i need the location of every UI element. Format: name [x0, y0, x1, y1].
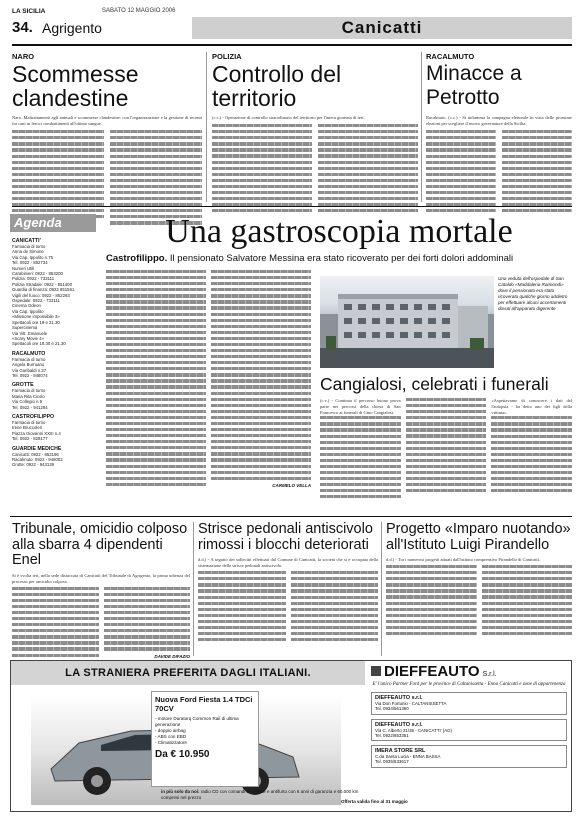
- article-column: [212, 124, 312, 215]
- section-rule: [10, 516, 572, 517]
- article-imparo-nuotando: [386, 522, 572, 656]
- article-strisce: [198, 522, 378, 656]
- agenda-line: Guardia di finanza: 0922 851561: [12, 287, 75, 293]
- agenda-line: Via Garibaldi n.37: [12, 367, 47, 373]
- agenda-line: Via Cap. Ippolito n.75: [12, 254, 54, 260]
- article-headline: Controllo del territorio: [212, 61, 342, 111]
- article-column: [291, 571, 379, 644]
- column-divider: [193, 522, 194, 656]
- masthead-rule: [12, 44, 572, 46]
- masthead: [12, 8, 572, 46]
- article-column: [426, 130, 496, 215]
- dealer-suffix: S.r.l.: [482, 671, 497, 678]
- agenda-line: Farmacia di turno: [12, 388, 46, 394]
- article-column: [318, 124, 418, 215]
- photo-caption: Una veduta dell'ospedale di San Cataldo «Maddalena Raimondi» dove il pensionato era stato ricoverato qualche giorno addietro per effettuare alcuni accertamenti dovuti all'apparato digerente: [498, 276, 568, 311]
- side-tail: «Aspettavamo di conoscere i dati del l'autopsia - ha detto uno dei figli della vittima».: [491, 398, 573, 416]
- agenda-line: Tel. 0922 - 941284: [12, 404, 48, 410]
- article-headline: Progetto «Imparo nuotando» all'Istituto Luigi Pirandello: [386, 521, 571, 553]
- agenda-line: Farmacia di turno: [12, 356, 46, 362]
- byline: CARMELO VELLA: [272, 482, 311, 488]
- agenda-line: Angela Burruano: [12, 362, 45, 368]
- side-lead: (c.v.) - Continua il percorso buono prova parte nei percorsi della chiesa di San Francesco ai funerali di Gino Cangialosi.: [320, 398, 401, 416]
- branch-name: DIEFFEAUTO s.r.l.: [375, 721, 423, 728]
- hospital-photo: [320, 276, 494, 368]
- agenda-line: Piazza Giovanni XXIII n.4: [12, 430, 61, 436]
- dealer-logo-icon: [371, 666, 381, 676]
- agenda-line: Numeri Utili: [12, 265, 35, 271]
- article-kicker: NARO: [12, 52, 35, 61]
- article-polizia: [212, 52, 418, 202]
- article-naro: [12, 52, 202, 202]
- ad-banner-text: LA STRANIERA PREFERITA DAGLI ITALIANI.: [65, 667, 311, 679]
- article-body: [198, 571, 378, 644]
- agenda-line: Farmacia di turno: [12, 419, 46, 425]
- article-body: [386, 565, 572, 638]
- agenda-line: Farmacia di turno: [12, 244, 46, 249]
- ad-feature: - ABS con EBD: [155, 734, 187, 739]
- agenda-line: Carabinieri: 0922 - 853200: [12, 271, 63, 277]
- deck-place: Castrofilippo.: [106, 253, 168, 264]
- article-racalmuto: [426, 52, 572, 202]
- article-headline: Strisce pedonali antiscivolo rimossi i blocchi deteriorati: [198, 521, 373, 553]
- branch-address: Via Don Fortunio - CALTANISSETTA: [375, 701, 447, 706]
- hospital-building-image: [320, 276, 494, 368]
- article-column: [320, 398, 401, 510]
- branch-name: DIEFFEAUTO s.r.l.: [375, 695, 423, 701]
- branch-address: C.da Santa Lucia - ENNA BASSA: [375, 754, 441, 760]
- article-lead: d.d.) - A seguito dei sollecitti effettuati dal Comune di Canicattì, la società che si è occupata della sistemazione delle strisce pedonali antiscivolo.: [198, 557, 378, 569]
- branch-phone: Tel. 0922/853351: [375, 732, 409, 738]
- article-lead: Naro. Maltrattamenti agli animali e scommesse clandestine: con l'organizzazione e la gestione di recenti fra cani in feroci combattimenti all'ultimo sangue.: [12, 115, 202, 127]
- dealer-name: DIEFFEAUTO: [384, 663, 480, 680]
- agenda-town: CANICATTI': [12, 238, 41, 244]
- article-tribunale: [12, 521, 190, 659]
- agenda-line: Supercinema: [12, 325, 38, 331]
- article-column: [106, 270, 206, 510]
- column-divider: [421, 52, 422, 202]
- article-kicker: RACALMUTO: [426, 52, 475, 61]
- article-body: [212, 124, 418, 215]
- main-headline: Una gastroscopia mortale: [165, 213, 513, 250]
- agenda-town: GUARDIE MEDICHE: [12, 445, 62, 452]
- page-number: 34.: [12, 19, 33, 36]
- issue-date: SABATO 12 MAGGIO 2006: [102, 8, 176, 14]
- side-headline: Cangialosi, celebrati i funerali: [320, 374, 549, 394]
- agenda-line: Via Vitt. Emanuele: [12, 330, 48, 336]
- agenda-line: Canicatti: 0922 - 853196: [12, 451, 59, 457]
- article-column: [198, 571, 286, 644]
- article-lead: Racalmuto. (c.c.) - Si infiamma la campagna elettorale in vista delle prossime elezioni per scegliere il nuovo governatore della Sicilia.: [426, 115, 572, 127]
- dealer-branch: [371, 692, 567, 715]
- ad-model-title: Nuova Ford Fiesta 1.4 TDCi 70CV: [155, 695, 253, 713]
- main-deck: [106, 253, 572, 264]
- column-divider: [381, 522, 382, 656]
- ad-feature-list: [155, 716, 255, 746]
- agenda-line: Ospedale: 0922 - 733111: [12, 298, 60, 304]
- article-lead: (c.c.) - Operazione di controllo straordinario del territorio per l'intera giornata di ieri.: [212, 115, 365, 120]
- agenda-title: Agenda: [10, 214, 96, 232]
- ad-feature: - doppio airbag: [155, 728, 186, 733]
- side-story-body: [320, 398, 572, 510]
- ford-advertisement[interactable]: [10, 660, 572, 812]
- column-divider: [206, 52, 207, 202]
- ad-banner: [11, 661, 365, 685]
- main-story-body: [106, 270, 311, 510]
- article-column: [502, 130, 572, 215]
- agenda-town: GROTTE: [12, 382, 34, 389]
- agenda-line: «Missione impossibile 3»: [12, 314, 60, 320]
- ad-feature: - Climatizzatore: [155, 740, 187, 745]
- branch-phone: Tel. 0935/533617: [375, 759, 409, 765]
- branch-phone: Tel. 0934/561360: [375, 706, 409, 712]
- agenda-line: Spettacoli ore 19.30 e 21.30: [12, 341, 66, 347]
- article-body: [12, 587, 190, 660]
- agenda-line: Cinema Odeon: [12, 303, 41, 309]
- agenda-line: Racalmuto: 0922 - 948002: [12, 457, 63, 462]
- agenda-line: Tel. 0922 - 948074: [12, 372, 48, 378]
- article-column: [491, 398, 572, 510]
- article-column: [12, 587, 99, 660]
- agenda-line: Tel. 0922 - 852734: [12, 260, 48, 266]
- agenda-line: Via Collegio n.9: [12, 399, 43, 405]
- dealer-branches: [371, 692, 567, 768]
- ad-validity: Offerta valida fino al 31 maggio: [341, 799, 408, 804]
- agenda-line: Vigili del fuoco: 0922 - 852293: [12, 292, 70, 298]
- article-headline: Minacce a Petrotto: [426, 62, 522, 109]
- agenda-line: Tel. 0922 - 829177: [12, 436, 48, 442]
- article-column: [104, 587, 191, 660]
- article-headline: Tribunale, omicidio colposo alla sbarra 4 dipendenti Enel: [12, 521, 188, 568]
- dealer-branch: [371, 719, 567, 742]
- agenda-line: Via Cap. Ippolito: [12, 308, 44, 314]
- agenda-line: Anna de Simone: [12, 249, 44, 255]
- section-title: Canicatti: [341, 18, 423, 37]
- deck-text: Il pensionato Salvatore Messina era stato ricoverato per dei forti dolori addominali: [169, 253, 514, 264]
- agenda-line: Polizia Stradale: 0922 - 851400: [12, 281, 72, 287]
- dealer-panel: [371, 663, 567, 807]
- dealer-tagline: E' l'unico Partner Ford per le province di Caltanissetta - Enna Canicattì e zone di appartenenza: [372, 682, 566, 687]
- dealer-logo: [371, 663, 567, 680]
- paper-name: LA SICILIA: [12, 8, 46, 15]
- article-column: [12, 130, 104, 227]
- agenda-line: Polizia: 0922 - 733111: [12, 276, 55, 282]
- ad-price: Da € 10.950: [155, 749, 210, 760]
- section-rule: [12, 206, 572, 207]
- article-headline: Scommesse clandestine: [12, 61, 139, 111]
- article-body: [426, 130, 572, 215]
- byline: DAVIDE DIFAZIO: [154, 653, 190, 659]
- article-kicker: POLIZIA: [212, 52, 242, 61]
- agenda-line: Maria Rita Cicolo: [12, 393, 45, 399]
- agenda-line: «Scary Movie 4»: [12, 335, 45, 341]
- agenda-town: RACALMUTO: [12, 350, 46, 357]
- page-town: Agrigento: [42, 20, 102, 36]
- ad-note-detail: radio CD con comandi al volante e antifurto con 6 anni di garanzia e 60.000 km compresi nel prezzo: [161, 789, 359, 800]
- ad-feature: - motore Duratorq Common Rail di ultima generazione: [155, 716, 239, 727]
- ad-note-label: in più solo da noi:: [161, 789, 200, 794]
- agenda-list: [12, 234, 96, 468]
- agenda-town: CASTROFILIPPO: [12, 413, 55, 420]
- ad-offer-box: [151, 691, 259, 787]
- article-column: [482, 565, 573, 638]
- agenda-line: Irene Bruccoleri: [12, 425, 43, 431]
- branch-name: IMERA STORE SRL: [375, 748, 426, 755]
- article-lead: d.d.) - Tra i numerosi progetti attuati dall'istituto comprensivo Pirandello di Canicattì.: [386, 557, 541, 562]
- agenda-line: Grotte: 0922 - 943139: [12, 462, 55, 468]
- agenda-sidebar: [10, 214, 96, 510]
- article-lead: Si è svolta ieri, nella sede distaccata di Canicattì del Tribunale di Agrigento, la prima udienza del processo per omicidio colposo.: [12, 572, 190, 584]
- article-column: [386, 565, 477, 638]
- dealer-branch: [371, 745, 567, 768]
- branch-address: Via C. Alberto 21/39 - CANICATTI' (AG): [375, 727, 453, 733]
- article-column: [211, 270, 311, 510]
- ad-note: [161, 789, 361, 800]
- article-column: [406, 398, 487, 510]
- agenda-line: Spettacoli ore 19 e 21.30: [12, 319, 60, 325]
- section-band: [192, 17, 572, 39]
